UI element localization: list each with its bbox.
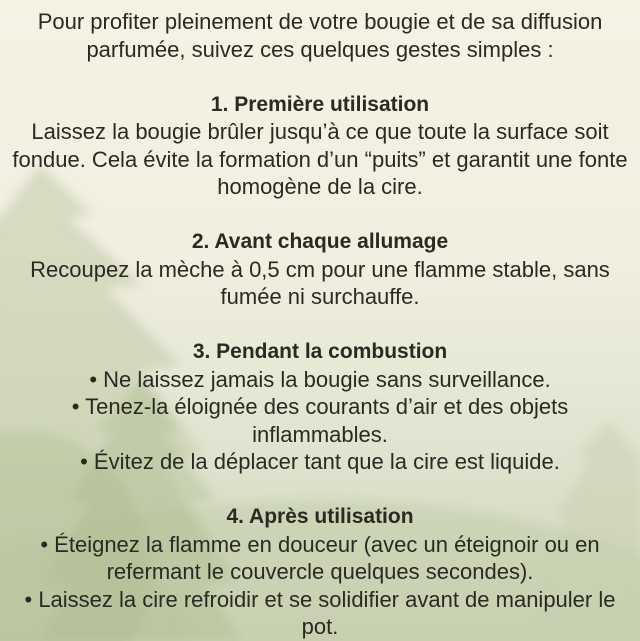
spacer bbox=[0, 201, 640, 229]
instructions-text bbox=[0, 8, 640, 641]
section-heading-before-lighting: 2. Avant chaque allumage bbox=[191, 230, 449, 253]
section-2-text-line: fumée ni surchauffe. bbox=[220, 284, 420, 309]
section-1-text-line: fondue. Cela évite la formation d’un “puits” et garantit une fonte bbox=[12, 146, 628, 172]
section-heading-first-use: 1. Première utilisation bbox=[210, 92, 430, 116]
spacer bbox=[0, 476, 640, 504]
section-1-text-line: Laissez la bougie brûler jusqu’à ce que toute la surface soit bbox=[31, 119, 609, 144]
section-3-bullet-line: • Évitez de la déplacer tant que la cire est liquide. bbox=[80, 449, 560, 474]
section-4-bullet-continuation: pot. bbox=[301, 614, 339, 639]
section-heading-after-use: 4. Après utilisation bbox=[226, 505, 414, 528]
section-2-text-line: Recoupez la mèche à 0,5 cm pour une flamme stable, sans bbox=[30, 256, 610, 282]
section-heading-during-burning: 3. Pendant la combustion bbox=[192, 340, 448, 363]
section-3-bullet-line: • Ne laissez jamais la bougie sans surveillance. bbox=[89, 366, 551, 392]
section-4-bullet-line: • Laissez la cire refroidir et se solidifier avant de manipuler le bbox=[24, 586, 616, 612]
intro-line: Pour profiter pleinement de votre bougie et de sa diffusion bbox=[37, 9, 603, 34]
spacer bbox=[0, 311, 640, 339]
section-3-bullet-continuation: inflammables. bbox=[252, 421, 388, 447]
section-1-text-line: homogène de la cire. bbox=[217, 174, 423, 199]
intro-line: parfumée, suivez ces quelques gestes simples : bbox=[86, 36, 554, 62]
section-3-bullet-line: • Tenez-la éloignée des courants d’air et des objets bbox=[71, 394, 569, 419]
section-4-bullet-line: • Éteignez la flamme en douceur (avec un éteignoir ou en bbox=[40, 531, 600, 557]
section-4-bullet-continuation: refermant le couvercle quelques secondes). bbox=[106, 559, 534, 584]
spacer bbox=[0, 63, 640, 91]
